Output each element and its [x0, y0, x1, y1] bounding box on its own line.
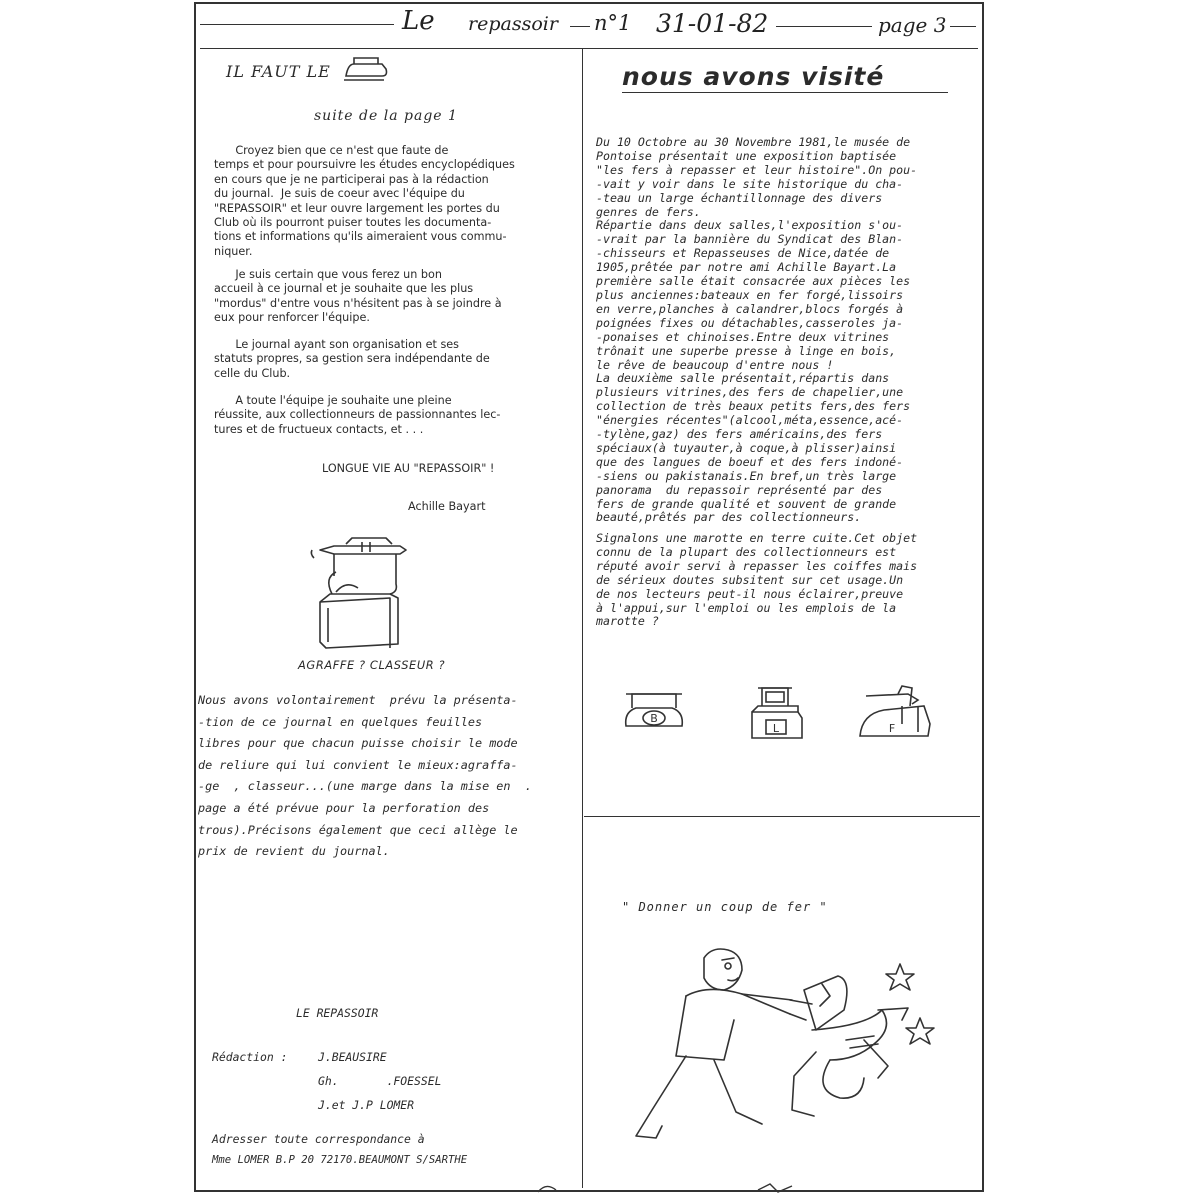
museum-article: Du 10 Octobre au 30 Novembre 1981,le musée de Pontoise présentait une exposition baptisée "les fers à repasser et leur histoire".On pou- -vait y voir dans le site historique du cha- -teau un large échantillonnage des divers genres de fers. Répartie dans deux salles,l'exposition s'ou- -vrait par la bannière du Syndicat des Blan- -chisseurs et Repasseuses de Nice,datée de 1905,prêtée par notre ami Achille Bayart.La première salle était consacrée aux pièces les plus anciennes:bateaux en fer forgé,lissoirs en verre,planches à calandrer,blocs forgés à poignées fixes ou détachables,casseroles ja- -ponaises et chinoises.Entre deux vitrines trônait une superbe presse à linge en bois, le rêve de beaucoup d'entre nous ! La deuxième salle présentait,répartis dans plusieurs vitrines,des fers de chapelier,une collection de très beaux petits fers,des fers "énergies récentes"(alcool,méta,essence,acé- -tylène,gaz) des fers américains,des fers spéciaux(à tuyauter,à coque,à plisser)ainsi que des langues de boeuf et des fers indoné- -siens ou pakistanais.En bref,un très large panorama du repassoir représenté par des fers de grande qualité et souvent de grande beauté,prêtés par des collectionneurs. [596, 135, 918, 525]
masthead-address-line-2: Mme LOMER B.P 20 72170.BEAUMONT S/SARTHE [212, 1154, 468, 1166]
header-rule-mid [776, 26, 872, 27]
masthead-editor-1: J.BEAUSIRE [318, 1050, 387, 1064]
iron-l-illustration [744, 682, 808, 744]
left-paragraph-3: Le journal ayant son organisation et ses statuts propres, sa gestion sera indépendante de celle du Club. [214, 338, 490, 380]
iron-b-letter: B [650, 712, 658, 725]
iron-b-illustration [622, 686, 686, 732]
header-bottom-rule [200, 48, 978, 49]
right-section-divider [584, 816, 980, 817]
left-heading: IL FAUT LE [226, 62, 331, 81]
header-issue: n°1 [594, 11, 632, 35]
masthead-address-line-1: Adresser toute correspondance à [212, 1132, 425, 1146]
iron-f-letter: F [888, 722, 896, 735]
masthead-editor-2: Gh. .FOESSEL [318, 1074, 442, 1088]
left-closing: LONGUE VIE AU "REPASSOIR" ! [322, 462, 495, 475]
iron-heading-icon [342, 56, 392, 86]
bottom-mark-right [756, 1182, 796, 1194]
masthead-redaction-label: Rédaction : [212, 1050, 288, 1064]
left-paragraph-1: Croyez bien que ce n'est que faute de temps et pour poursuivre les études encyclopédiques en cours que je ne participerai pas à la rédaction du journal. Je suis de coeur avec l'équipe du "REPASSOIR" et leur ouvre largement les portes du Club où ils pourront puiser toutes les documenta- tions et informations qu'ils aimeraient vous commu- niquer. [214, 144, 515, 258]
left-subheading: suite de la page 1 [314, 108, 458, 124]
column-divider [582, 48, 583, 1188]
right-heading: nous avons visité [622, 62, 885, 91]
bottom-mark-left [536, 1182, 576, 1194]
right-heading-underline [622, 92, 948, 93]
iron-f-illustration [856, 684, 934, 744]
iron-l-letter: L [772, 722, 780, 735]
header-dash-1 [570, 26, 590, 27]
ironing-cartoon-illustration [616, 940, 946, 1160]
left-signature: Achille Bayart [408, 500, 486, 513]
left-paragraph-4: A toute l'équipe je souhaite une pleine réussite, aux collectionneurs de passionnantes lec- tures et de fructueux contacts, et . . . [214, 394, 501, 436]
marotte-paragraph: Signalons une marotte en terre cuite.Cet objet connu de la plupart des collectionneurs est réputé avoir servi à repasser les coiffes mais de sérieux doutes subsitent sur cet usage.Un de nos lecteurs peut-il nous éclairer,preuve à l'appui,sur l'emploi ou les emplois de la marotte ? [596, 531, 918, 629]
header-page-number: page 3 [878, 13, 947, 37]
header-title-le: Le [402, 6, 435, 36]
header-publication: repassoir [468, 13, 558, 35]
header-rule-left [200, 24, 394, 25]
left-note: Nous avons volontairement prévu la présenta- -tion de ce journal en quelques feuilles libres pour que chacun puisse choisir le mode de reliure qui lui convient le mieux:agraffa- -ge , classeur...(une marge dans la mise en . page a été prévue pour la perforation des trous).Précisons également que ceci allège le prix de revient du journal. [198, 693, 532, 859]
antique-iron-illustration [306, 532, 416, 656]
header-date: 31-01-82 [656, 9, 769, 38]
left-paragraph-2: Je suis certain que vous ferez un bon accueil à ce journal et je souhaite que les plus "mordus" d'entre vous n'hésitent pas à se joindre à eux pour renforcer l'équipe. [214, 268, 502, 325]
cartoon-caption: " Donner un coup de fer " [622, 900, 828, 914]
agraffe-caption: AGRAFFE ? CLASSEUR ? [298, 658, 446, 672]
masthead-editor-3: J.et J.P LOMER [318, 1098, 415, 1112]
newsletter-page [194, 2, 984, 1192]
masthead-title: LE REPASSOIR [296, 1006, 379, 1020]
header-rule-right [950, 26, 976, 27]
